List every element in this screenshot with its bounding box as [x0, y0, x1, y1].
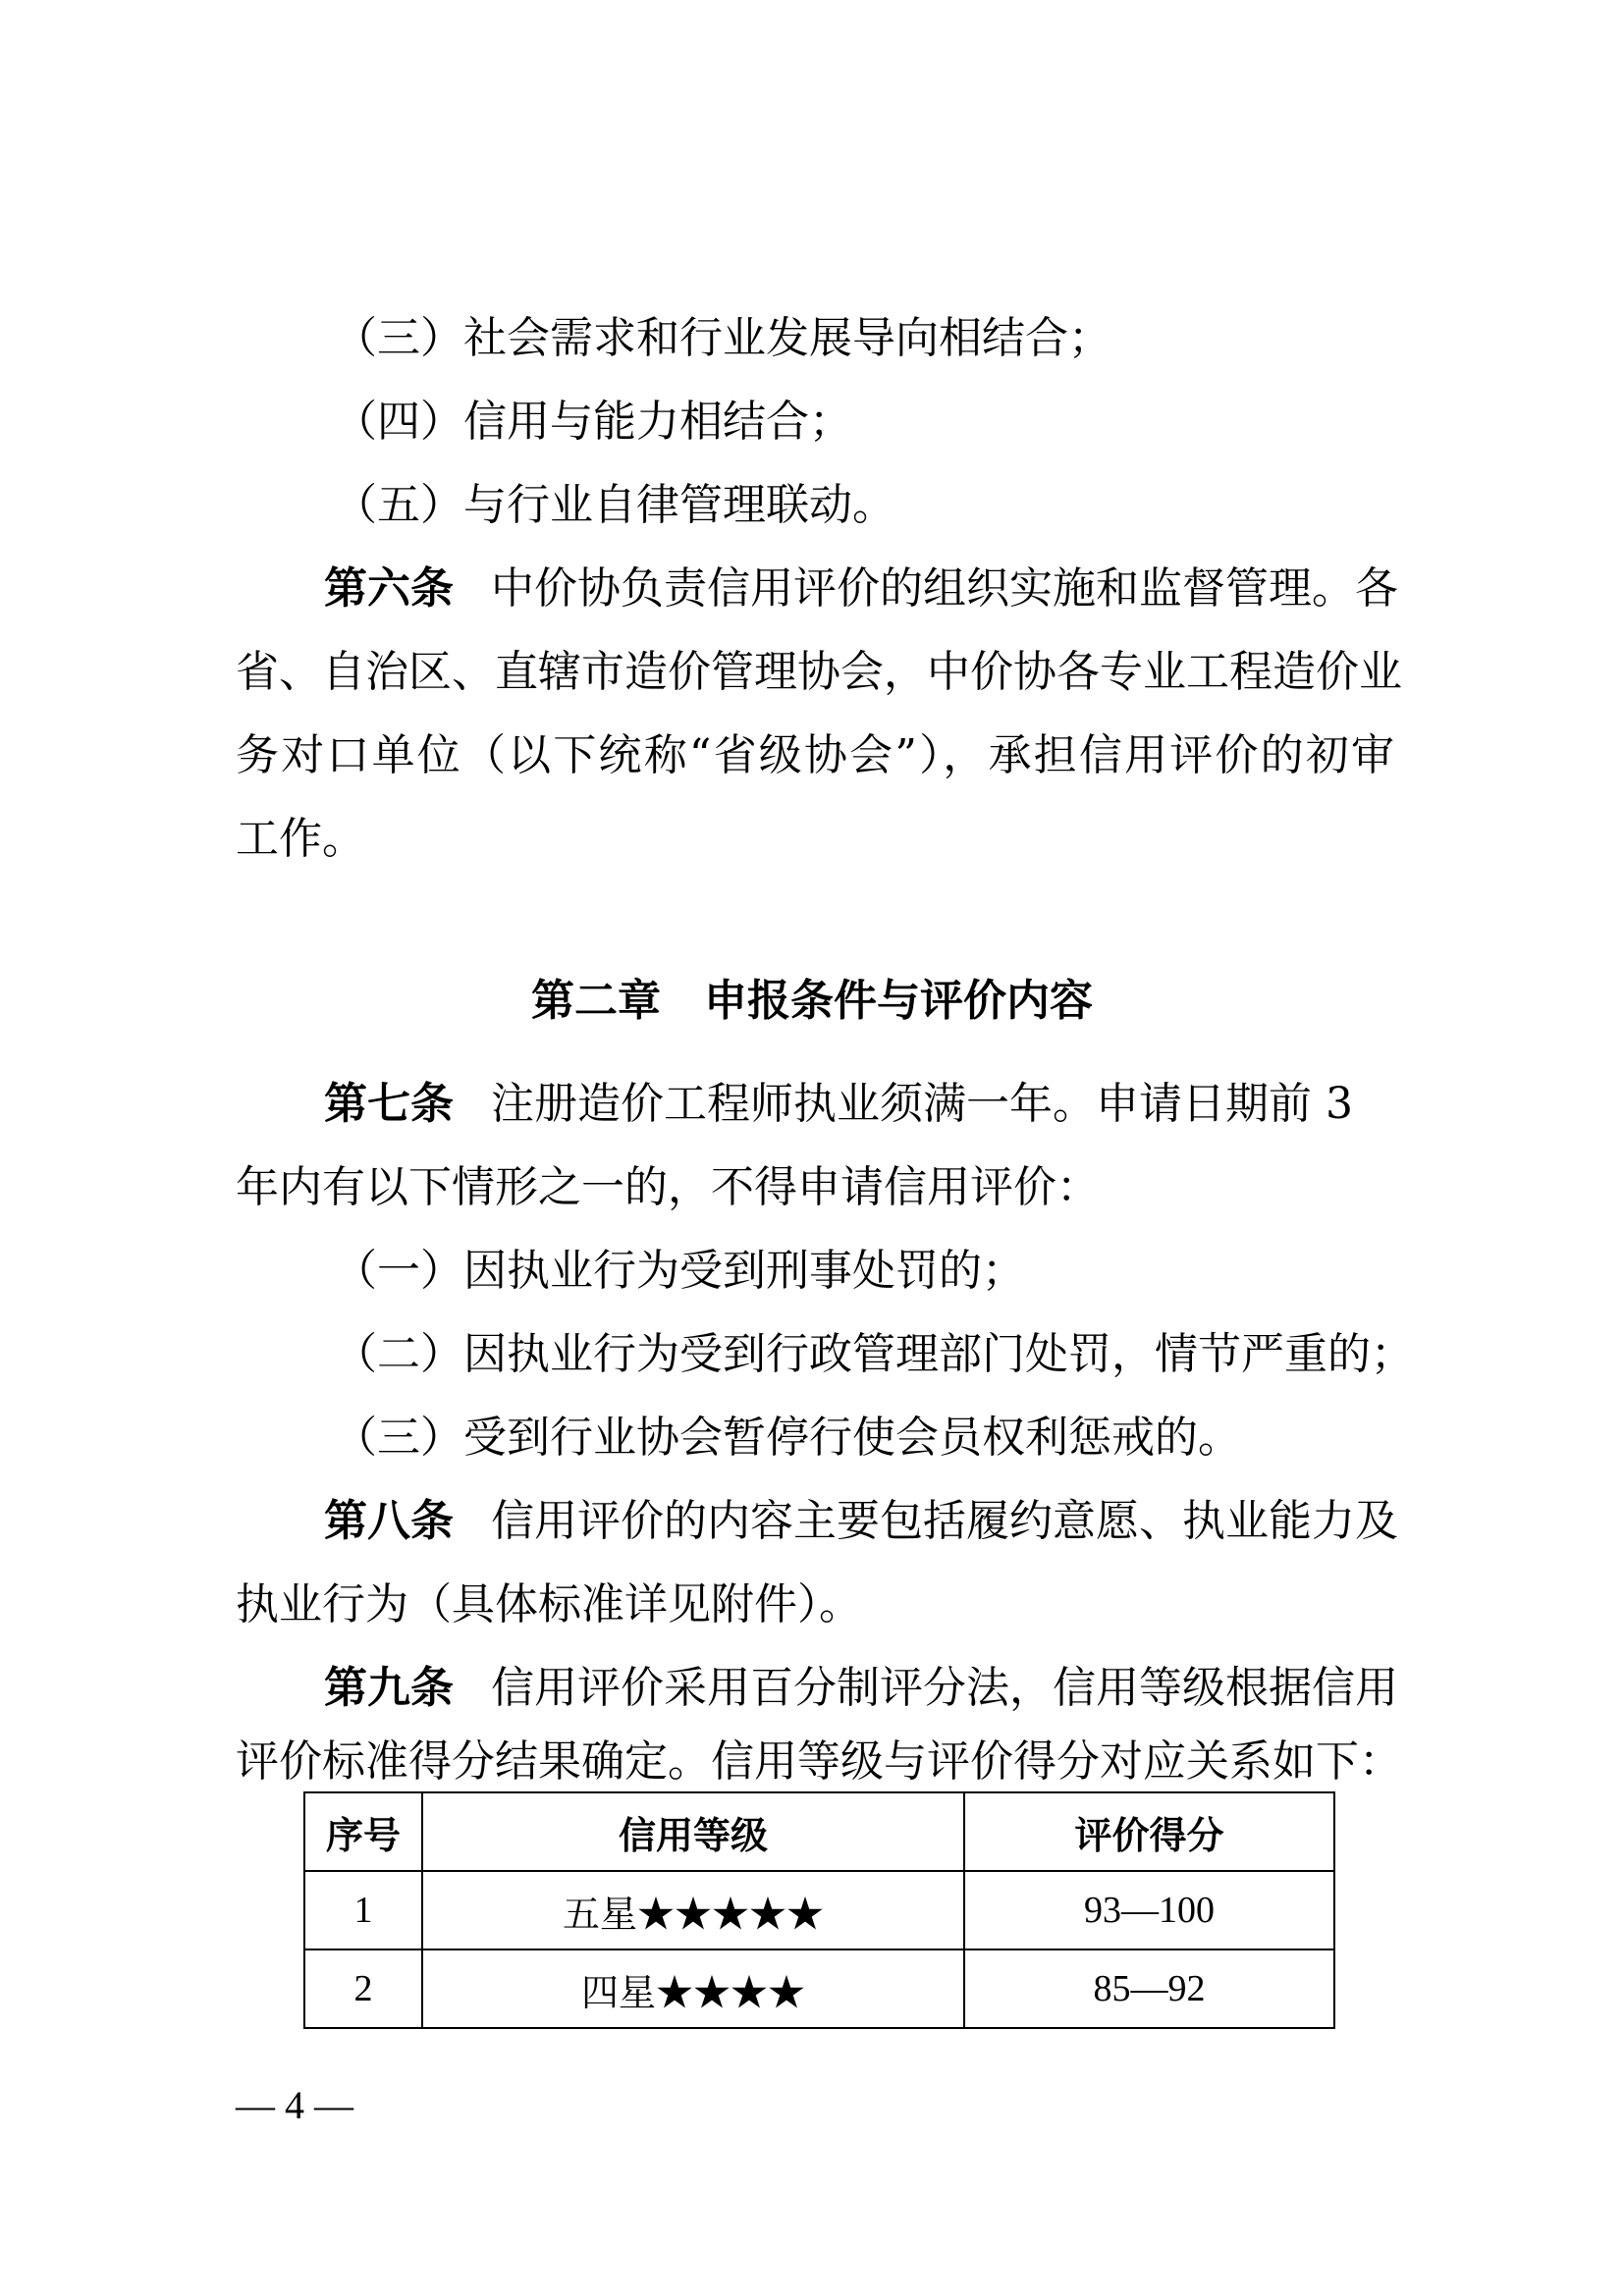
column-header-index: 序号 [304, 1792, 422, 1871]
table-header-row [304, 1792, 1334, 1871]
article-text: 信用评价采用百分制评分法，信用等级根据信用 [491, 1663, 1398, 1713]
article-label: 第七条 [324, 1079, 454, 1129]
list-item: （四）信用与能力相结合； [334, 397, 852, 447]
list-item: （一）因执业行为受到刑事处罚的； [334, 1246, 1025, 1296]
page-number: — 4 — [236, 2083, 353, 2127]
article-text: 信用评价的内容主要包括履约意愿、执业能力及 [491, 1496, 1398, 1546]
article-label: 第八条 [324, 1496, 454, 1546]
article-8-line-1 [324, 1492, 1398, 1551]
list-item: （二）因执业行为受到行政管理部门处罚，情节严重的； [334, 1329, 1414, 1379]
article-7-line-1 [324, 1075, 1353, 1134]
article-label: 第六条 [324, 563, 454, 614]
list-item: （三）社会需求和行业发展导向相结合； [334, 313, 1111, 363]
article-7-line-2: 年内有以下情形之一的，不得申请信用评价： [236, 1162, 1100, 1212]
table-row [304, 1949, 1334, 2028]
article-6-line-4: 工作。 [236, 814, 365, 864]
table-cell-index: 1 [304, 1871, 422, 1949]
credit-grade-table [303, 1791, 1335, 2029]
article-text: 注册造价工程师执业须满一年。申请日期前 3 [491, 1079, 1353, 1129]
article-6-line-2: 省、自治区、直辖市造价管理协会，中价协各专业工程造价业 [236, 647, 1402, 697]
table-cell-score: 85—92 [964, 1949, 1334, 2028]
article-6-line-3: 务对口单位（以下统称“省级协会”），承担信用评价的初审 [236, 730, 1394, 780]
column-header-grade: 信用等级 [422, 1792, 964, 1871]
chapter-number: 第二章 [531, 976, 661, 1026]
table-cell-score: 93—100 [964, 1871, 1334, 1949]
article-8-line-2: 执业行为（具体标准详见附件）。 [236, 1579, 862, 1629]
list-item: （三）受到行业协会暂停行使会员权利惩戒的。 [334, 1413, 1241, 1463]
chapter-title: 申报条件与评价内容 [704, 976, 1093, 1026]
column-header-score: 评价得分 [964, 1792, 1334, 1871]
article-label: 第九条 [324, 1663, 454, 1713]
chapter-heading [0, 972, 1624, 1031]
article-text: 中价协负责信用评价的组织实施和监督管理。各 [491, 563, 1398, 614]
article-6-line-1 [324, 560, 1398, 618]
list-item: （五）与行业自律管理联动。 [334, 480, 895, 530]
article-9-line-2: 评价标准得分结果确定。信用等级与评价得分对应关系如下： [236, 1736, 1402, 1787]
table-cell-index: 2 [304, 1949, 422, 2028]
table-cell-grade: 五星★★★★★ [422, 1871, 964, 1949]
article-9-line-1 [324, 1659, 1398, 1718]
table-cell-grade: 四星★★★★ [422, 1949, 964, 2028]
table-row [304, 1871, 1334, 1949]
